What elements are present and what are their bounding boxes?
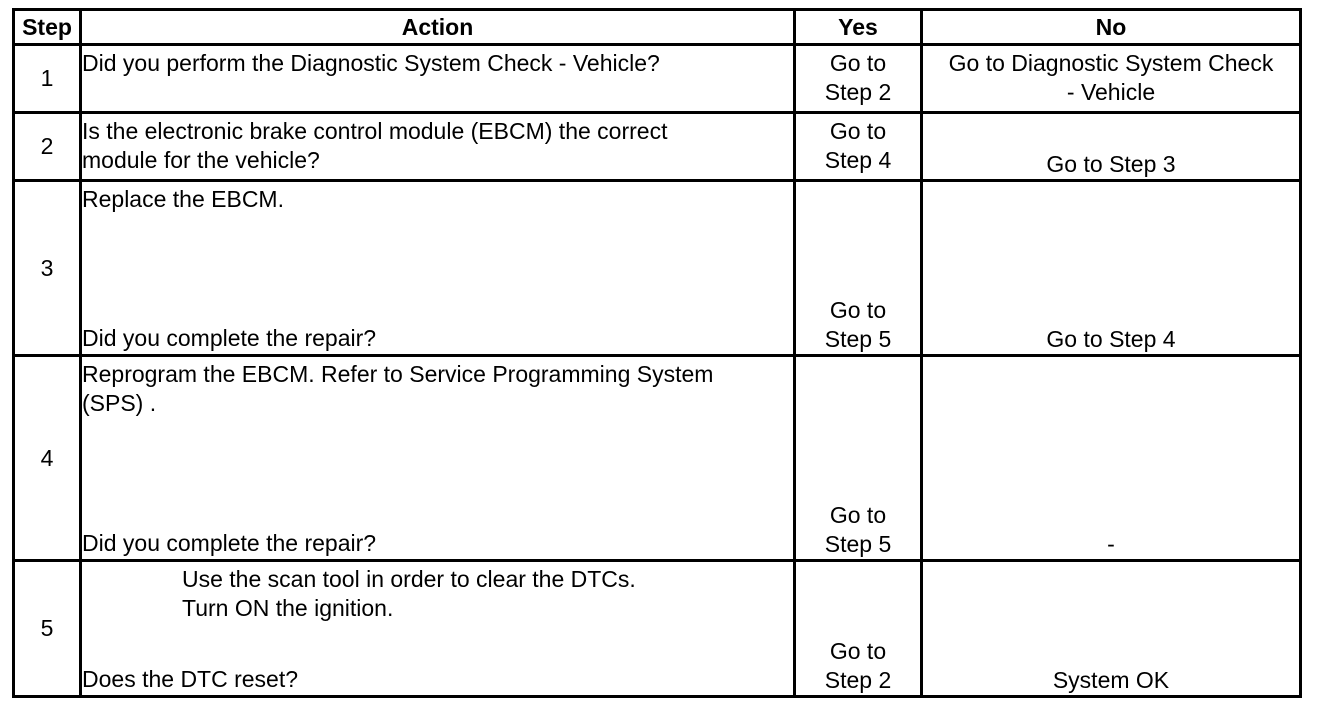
no-cell bbox=[922, 181, 1301, 356]
step-number: 3 bbox=[14, 181, 81, 356]
action-question: Did you complete the repair? bbox=[82, 529, 377, 556]
yes-cell bbox=[795, 560, 922, 696]
step-number: 1 bbox=[14, 45, 81, 113]
action-text: Did you perform the Diagnostic System Check - Vehicle? bbox=[82, 50, 660, 76]
no-text: System OK bbox=[1052, 667, 1170, 693]
table-row bbox=[14, 181, 1301, 356]
yes-cell bbox=[795, 45, 922, 113]
action-text: Use the scan tool in order to clear the DTCs. bbox=[182, 565, 636, 592]
yes-text: Step 5 bbox=[824, 326, 892, 353]
yes-cell bbox=[795, 113, 922, 181]
action-text: Replace the EBCM. bbox=[82, 186, 284, 213]
table-row bbox=[14, 356, 1301, 560]
action-text: Is the electronic brake control module (EBCM) the correct bbox=[82, 118, 668, 145]
yes-text: Step 5 bbox=[824, 530, 892, 557]
action-question: Did you complete the repair? bbox=[82, 325, 377, 352]
yes-text: Go to bbox=[829, 501, 887, 528]
no-cell bbox=[922, 356, 1301, 560]
action-cell bbox=[81, 356, 795, 560]
header-row bbox=[14, 10, 1301, 45]
step-number: 4 bbox=[14, 356, 81, 560]
no-text: Go to Diagnostic System Check bbox=[948, 50, 1274, 76]
yes-text: Step 2 bbox=[824, 79, 892, 105]
action-text: Reprogram the EBCM. Refer to Service Programming System bbox=[82, 361, 714, 388]
yes-text: Go to bbox=[829, 638, 887, 664]
action-question: Does the DTC reset? bbox=[82, 666, 299, 692]
action-cell bbox=[81, 181, 795, 356]
no-cell bbox=[922, 45, 1301, 113]
no-text: Go to Step 4 bbox=[1046, 326, 1176, 353]
action-cell bbox=[81, 45, 795, 113]
table-row bbox=[14, 560, 1301, 696]
yes-text: Go to bbox=[829, 50, 887, 76]
no-text: - bbox=[1107, 530, 1115, 557]
yes-text: Go to bbox=[829, 118, 887, 145]
no-cell bbox=[922, 113, 1301, 181]
header-no: No bbox=[922, 10, 1301, 45]
yes-text: Go to bbox=[829, 297, 887, 324]
header-yes: Yes bbox=[795, 10, 922, 45]
yes-text: Step 4 bbox=[824, 147, 892, 174]
header-action: Action bbox=[81, 10, 795, 45]
diagnostic-table bbox=[12, 8, 1302, 698]
yes-cell bbox=[795, 181, 922, 356]
action-cell bbox=[81, 113, 795, 181]
step-number: 5 bbox=[14, 560, 81, 696]
action-text: module for the vehicle? bbox=[82, 147, 320, 174]
no-text: Go to Step 3 bbox=[1046, 151, 1176, 178]
table-row bbox=[14, 45, 1301, 113]
yes-cell bbox=[795, 356, 922, 560]
yes-text: Step 2 bbox=[824, 667, 892, 693]
action-text: (SPS) . bbox=[82, 390, 157, 417]
table-row bbox=[14, 113, 1301, 181]
action-text: Turn ON the ignition. bbox=[182, 594, 394, 621]
step-number: 2 bbox=[14, 113, 81, 181]
no-cell bbox=[922, 560, 1301, 696]
no-text: - Vehicle bbox=[1066, 79, 1156, 105]
header-step: Step bbox=[14, 10, 81, 45]
action-cell bbox=[81, 560, 795, 696]
